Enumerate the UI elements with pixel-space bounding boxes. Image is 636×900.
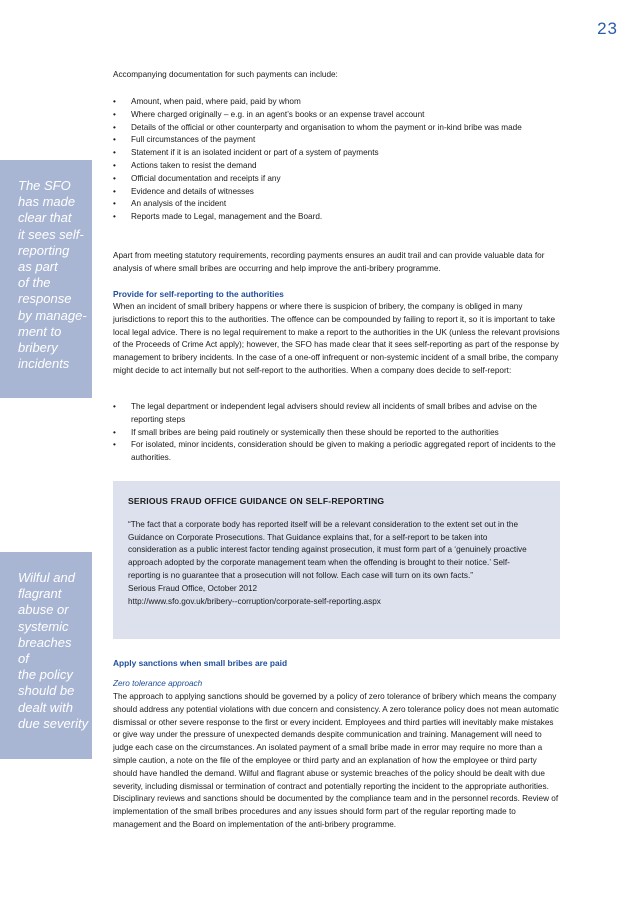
pull-quote-line: clear that [18,210,72,226]
page-number: 23 [597,19,618,38]
pull-quote-line: systemic [18,618,69,634]
list-item: • Amount, when paid, where paid, paid by whom [113,96,560,109]
documentation-list [113,96,560,224]
sidebar-pull-quote [0,160,92,398]
pull-quote-line: ment to [18,323,62,339]
audit-paragraph: Apart from meeting statutory requirements, recording payments ensures an audit trail and can provide valuable data for analysis of where small bribes are occurring and help improve the anti-bribery programme. [113,251,545,273]
callout-quote: “The fact that a corporate body has reported itself will be a relevant consideration to the extent set out in the Guidance on Corporate Prosecutions. That Guidance explains that, for a self-report to be taken into consideration as a public interest factor tending against prosecution, it must form part of a ‘genuinely proactive approach adopted by the corporate management team when the offending is brought to their notice.’ Self-reporting is no guarantee that a prosecution will not follow. Each case will turn on its own facts.” [128,519,527,580]
list-item: • Full circumstances of the payment [113,134,560,147]
sfo-guidance-callout [113,481,560,639]
subheading: Zero tolerance approach [113,679,203,688]
list-item: • An analysis of the incident [113,198,560,211]
pull-quote-line: has made [18,194,76,210]
list-item: • For isolated, minor incidents, consideration should be given to making a periodic aggregated report of incidents to the authorities. [113,439,560,465]
pull-quote-line: breaches [18,634,72,650]
pull-quote-line: should be [18,683,75,699]
pull-quote-line: dealt with [18,699,73,715]
pull-quote-line: Wilful and [18,570,75,585]
sanctions-paragraph: The approach to applying sanctions should be governed by a policy of zero tolerance of bribery which means the company should address any potential violations with due concern and consistency. A zero tolerance policy does not mean automatic dismissal or other severe response to the first or every incident. Employees and third parties will inevitably make mistakes or give way under the pressure of unexpected demands despite communication and training. Management will need to judge each case on the circumstances. An isolated payment of a small bribe made in error may require no more than a simple caution, a note on the file of the employee or third party and an explanation of how the employee or third party should have handled the demand. Wilful and flagrant abuse or systemic breaches of the policy should be dealt with due severity, including dismissal or termination of contract and potentially reporting the incident to the appropriate authorities. Disciplinary reviews and sanctions should be documented by the compliance team and in the personnel records. Review of implementation of the small bribes procedures and any issues should form part of the regular reporting made to management and the Board on implementation of the anti-bribery programme. [113,692,559,829]
pull-quote-line: incidents [18,356,70,372]
list-item: • Details of the official or other counterparty and organisation to whom the payment or in-kind bribe was made [113,122,560,135]
pull-quote-line: response [18,291,72,307]
list-item: • Where charged originally – e.g. in an agent’s books or an expense travel account [113,109,560,122]
pull-quote-line: reporting [18,242,70,258]
section-heading: Provide for self-reporting to the authorities [113,289,284,299]
list-item: • Evidence and details of witnesses [113,186,560,199]
self-reporting-list [113,401,560,465]
pull-quote-line: it sees self- [18,226,84,242]
list-item: • Official documentation and receipts if any [113,173,560,186]
callout-url: http://www.sfo.gov.uk/bribery--corruption/corporate-self-reporting.aspx [128,596,381,606]
self-reporting-paragraph: When an incident of small bribery happens or where there is suspicion of bribery, the company is obliged in many jurisdictions to report this to the authorities. The offence can be compounded by failing to report it, so it is important to take local legal advice. There is no legal requirement to make a report to the authorities in the UK (unless the relevant provisions of the Proceeds of Crime Act apply); however, the SFO has made clear that it sees self-reporting as part of the response by management to bribery incidents. In the case of a one-off infrequent or non-systemic incident of a small bribe, the company might decide to act internally but not self-report to the authorities. When a company does decide to self-report: [113,302,560,375]
pull-quote-line: of the [18,275,51,291]
list-item: • Reports made to Legal, management and the Board. [113,211,560,224]
callout-source: Serious Fraud Office, October 2012 [128,583,258,593]
pull-quote-line: abuse or [18,602,69,618]
pull-quote-line: the policy [18,667,73,683]
list-item: • If small bribes are being paid routinely or systemically then these should be reported to the authorities [113,427,560,440]
section-heading: Apply sanctions when small bribes are paid [113,658,288,668]
list-item: • Statement if it is an isolated incident or part of a system of payments [113,147,560,160]
pull-quote-line: bribery [18,340,58,356]
list-item: • Actions taken to resist the demand [113,160,560,173]
pull-quote-line: by manage- [18,307,87,323]
pull-quote-line: as part [18,259,58,275]
pull-quote-line: due severity [18,715,89,731]
pull-quote-line: of [18,651,29,667]
callout-title: SERIOUS FRAUD OFFICE GUIDANCE ON SELF-REPORTING [128,496,385,506]
intro-text: Accompanying documentation for such payments can include: [113,70,338,79]
sidebar-pull-quote [0,552,92,759]
pull-quote-line: The SFO [18,178,71,193]
pull-quote-line: flagrant [18,586,62,602]
list-item: • The legal department or independent legal advisers should review all incidents of small bribes and advise on the reporting steps [113,401,560,427]
